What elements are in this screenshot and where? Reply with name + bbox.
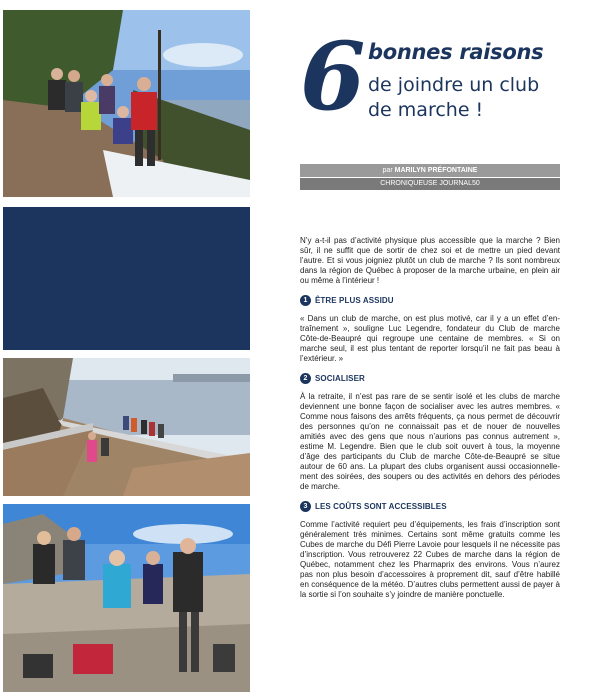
title-line-3: de marche !	[368, 99, 484, 121]
photo-hikers-hilltop	[3, 10, 250, 197]
photo-group-resting	[3, 504, 250, 692]
byline-author-bar	[300, 164, 560, 177]
section-title: LES COÛTS SONT ACCESSIBLES	[315, 501, 447, 511]
title-highlight: bonnes raisons	[368, 40, 544, 64]
title-number: 6	[300, 22, 366, 132]
section-body: « Dans un club de marche, on est plus motivé, car il y a un effet d’entraînement », souligne Luc Legendre, fondateur du Club de marche Côte-de-Beaupré qui regroupe une centaine de membres. « Si on marche seul, il est plus tentant de reporter lorsqu’il ne fait pas beau à l’extérieur. »	[300, 314, 560, 363]
title-line-2: de joindre un club	[368, 74, 540, 96]
navy-color-block	[3, 207, 250, 350]
article-body	[300, 236, 560, 600]
section-title: SOCIALISER	[315, 373, 365, 383]
byline-prefix: par	[382, 167, 393, 174]
section-number-badge: 1	[300, 295, 311, 306]
byline-author: MARILYN PRÉFONTAINE	[394, 167, 478, 174]
section-body: Comme l’activité requiert peu d’équipements, les frais d’inscription sont généralement très minimes. Certains sont même gratuits comme les Cubes de marche du Défi Pierre Lavoie pour lesquels il ne nécessite pas d’inscription. Vous retrouverez 22 Cubes de marche dans la région de Québec, notamment chez les Pharmaprix des environs. Vous n’aurez pas non plus besoin d’accessoires à proprement dit, sauf d’être habillé en conséquence de la météo. D’autres clubs permettent aussi de payer à la sortie si l’on souhaite s’y joindre de manière ponctuelle.	[300, 520, 560, 599]
intro-paragraph: N’y a-t-il pas d’activité physique plus accessible que la marche ? Bien sûr, il ne suffit que de sortir de chez soi et de mettre un pied devant l’autre. Et si vous joigniez plutôt un club de marche ? Ils sont nombreux dans la région de Québec à proposer de la marche urbaine, en plein air ou même à l’intérieur !	[300, 236, 560, 285]
byline	[300, 164, 560, 190]
section-number-badge: 3	[300, 501, 311, 512]
section-heading-1	[300, 295, 560, 306]
section-body: À la retraite, il n’est pas rare de se sentir isolé et les clubs de marche deviennent une bonne façon de socialiser avec les autres membres. « Comme nous faisons des arrêts fréquents, ça nous permet de découvrir des personnes qu’on ne connaissait pas et de nouer de nouvelles amitiés avec des gens que nous n’aurions pas connus autrement », estime M. Legendre. Bien que le club soit ouvert à tous, la moyenne d’âge des participants du Club de marche Côte-de-Beaupré se situe autour de 60 ans. La plupart des clubs organisent aussi occasionnellement des soirées, des soupers ou des activités en dehors des périodes de marche.	[300, 392, 560, 491]
section-title: ÊTRE PLUS ASSIDU	[315, 295, 394, 305]
photo-boardwalk-walkers	[3, 358, 250, 496]
section-heading-2	[300, 373, 560, 384]
section-number-badge: 2	[300, 373, 311, 384]
byline-role: CHRONIQUEUSE JOURNAL50	[300, 178, 560, 190]
article-title	[300, 22, 570, 132]
section-heading-3	[300, 501, 560, 512]
